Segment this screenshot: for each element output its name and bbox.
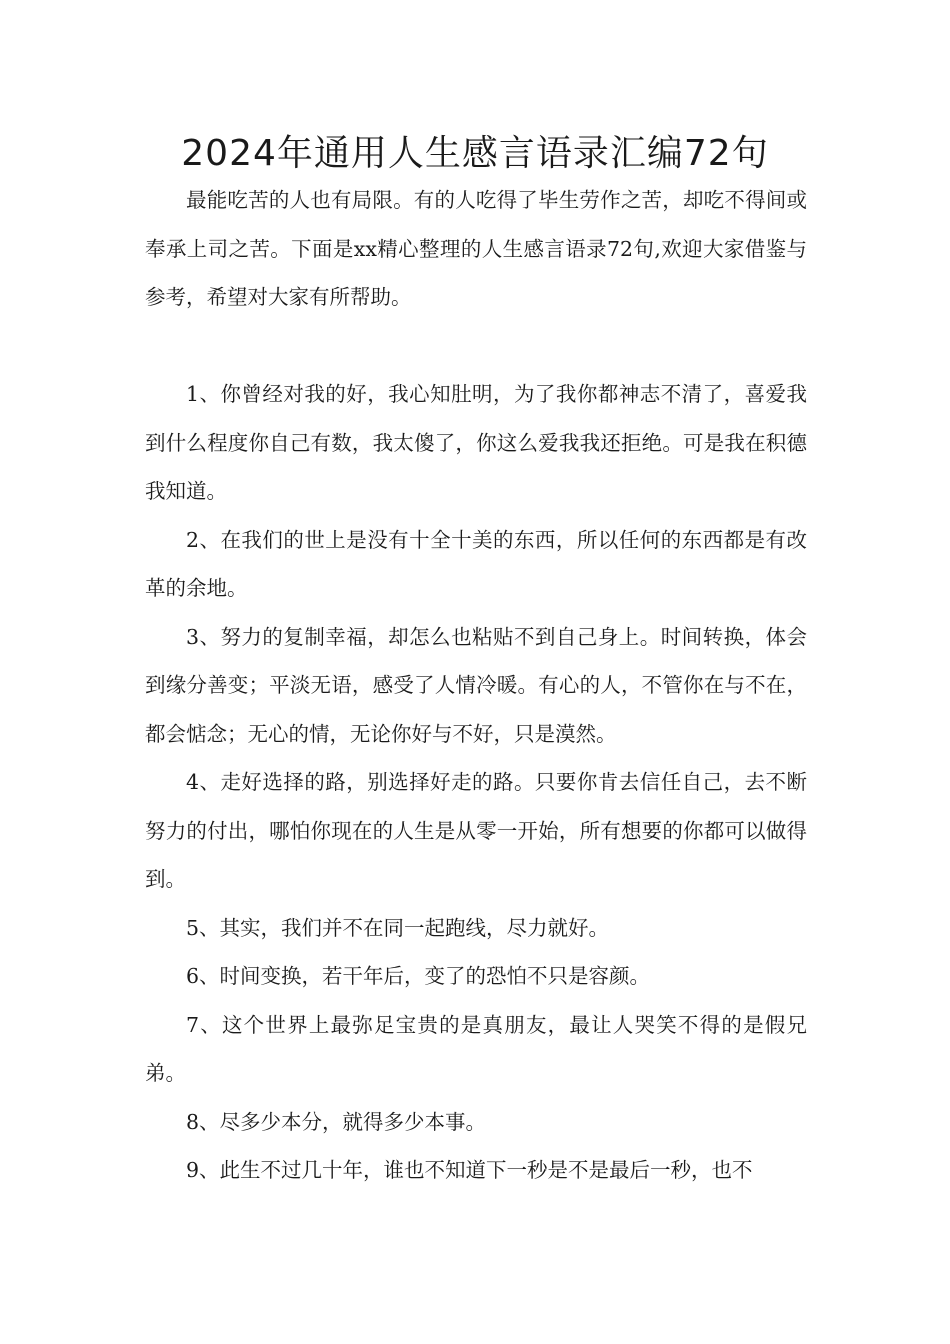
document-body: [145, 176, 807, 1195]
quote-item-9: 9、此生不过几十年，谁也不知道下一秒是不是最后一秒，也不: [186, 1158, 753, 1182]
quote-item-2: 2、在我们的世上是没有十全十美的东西，所以任何的东西都是有改革的余地。: [145, 527, 807, 600]
intro-paragraph: 最能吃苦的人也有局限。有的人吃得了毕生劳作之苦，却吃不得间或奉承上司之苦。下面是xx精心整理的人生感言语录72句,欢迎大家借鉴与参考，希望对大家有所帮助。: [145, 188, 807, 309]
quote-item-4: 4、走好选择的路，别选择好走的路。只要你肯去信任自己，去不断努力的付出，哪怕你现在的人生是从零一开始，所有想要的你都可以做得到。: [145, 770, 807, 891]
paragraph-spacer: [145, 322, 807, 371]
quote-item-6: 6、时间变换，若干年后，变了的恐怕不只是容颜。: [186, 964, 651, 988]
quote-item-3: 3、努力的复制幸福，却怎么也粘贴不到自己身上。时间转换，体会到缘分善变；平淡无语，感受了人情冷暖。有心的人，不管你在与不在，都会惦念；无心的情，无论你好与不好，只是漠然。: [145, 624, 807, 746]
quote-item-8: 8、尽多少本分，就得多少本事。: [186, 1109, 487, 1134]
document-title: 2024年通用人生感言语录汇编72句: [181, 133, 769, 174]
quote-item-7: 7、这个世界上最弥足宝贵的是真朋友，最让人哭笑不得的是假兄弟。: [145, 1012, 807, 1085]
quote-item-1: 1、你曾经对我的好，我心知肚明，为了我你都神志不清了，喜爱我到什么程度你自己有数，我太傻了，你这么爱我我还拒绝。可是我在积德我知道。: [145, 382, 807, 503]
quote-item-5: 5、其实，我们并不在同一起跑线，尽力就好。: [186, 915, 610, 940]
